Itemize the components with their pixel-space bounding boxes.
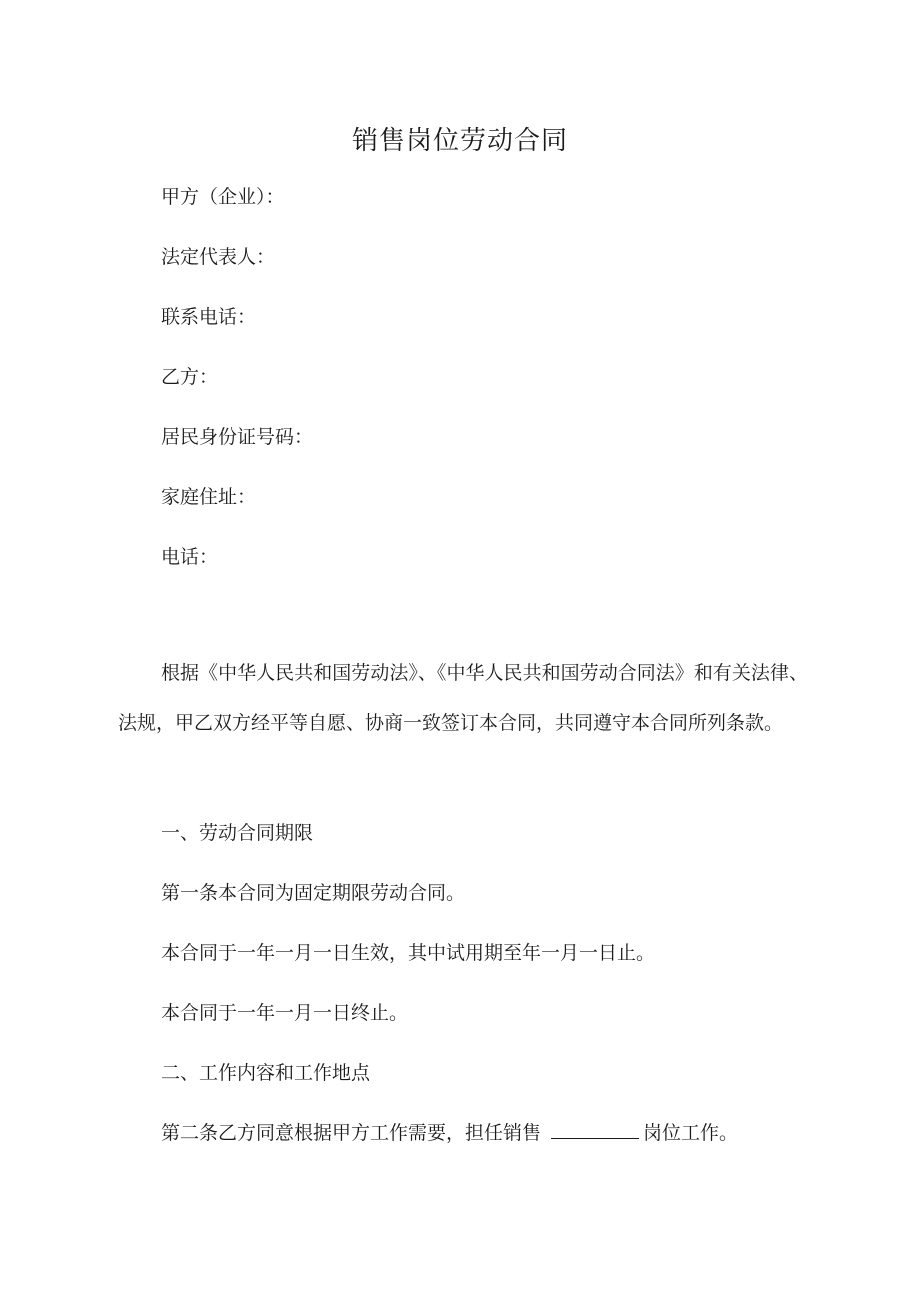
article-1: 第一条本合同为固定期限劳动合同。 bbox=[161, 882, 466, 904]
contact-phone-field: 联系电话： bbox=[161, 306, 257, 328]
termination-clause: 本合同于一年一月一日终止。 bbox=[161, 1002, 409, 1024]
phone-field: 电话： bbox=[161, 546, 219, 568]
position-blank-line bbox=[551, 1122, 639, 1139]
section-2-heading: 二、工作内容和工作地点 bbox=[161, 1062, 371, 1084]
party-b-field: 乙方： bbox=[161, 366, 219, 388]
document-title: 销售岗位劳动合同 bbox=[351, 126, 568, 156]
section-1-heading: 一、劳动合同期限 bbox=[161, 822, 314, 844]
article-2-prefix: 第二条乙方同意根据甲方工作需要，担任销售 bbox=[161, 1122, 542, 1144]
article-2-suffix: 岗位工作。 bbox=[643, 1122, 739, 1144]
article-2 bbox=[161, 1118, 738, 1145]
preamble-paragraph: 根据《中华人民共和国劳动法》、《中华人民共和国劳动合同法》和有关法律、法规，甲乙双方经平等自愿、协商一致签订本合同，共同遵守本合同所列条款。 bbox=[118, 662, 808, 734]
home-address-field: 家庭住址： bbox=[161, 486, 257, 508]
party-a-field: 甲方（企业）： bbox=[161, 186, 285, 208]
id-number-field: 居民身份证号码： bbox=[161, 426, 314, 448]
legal-representative-field: 法定代表人： bbox=[161, 246, 276, 268]
effective-clause: 本合同于一年一月一日生效，其中试用期至年一月一日止。 bbox=[161, 942, 656, 964]
